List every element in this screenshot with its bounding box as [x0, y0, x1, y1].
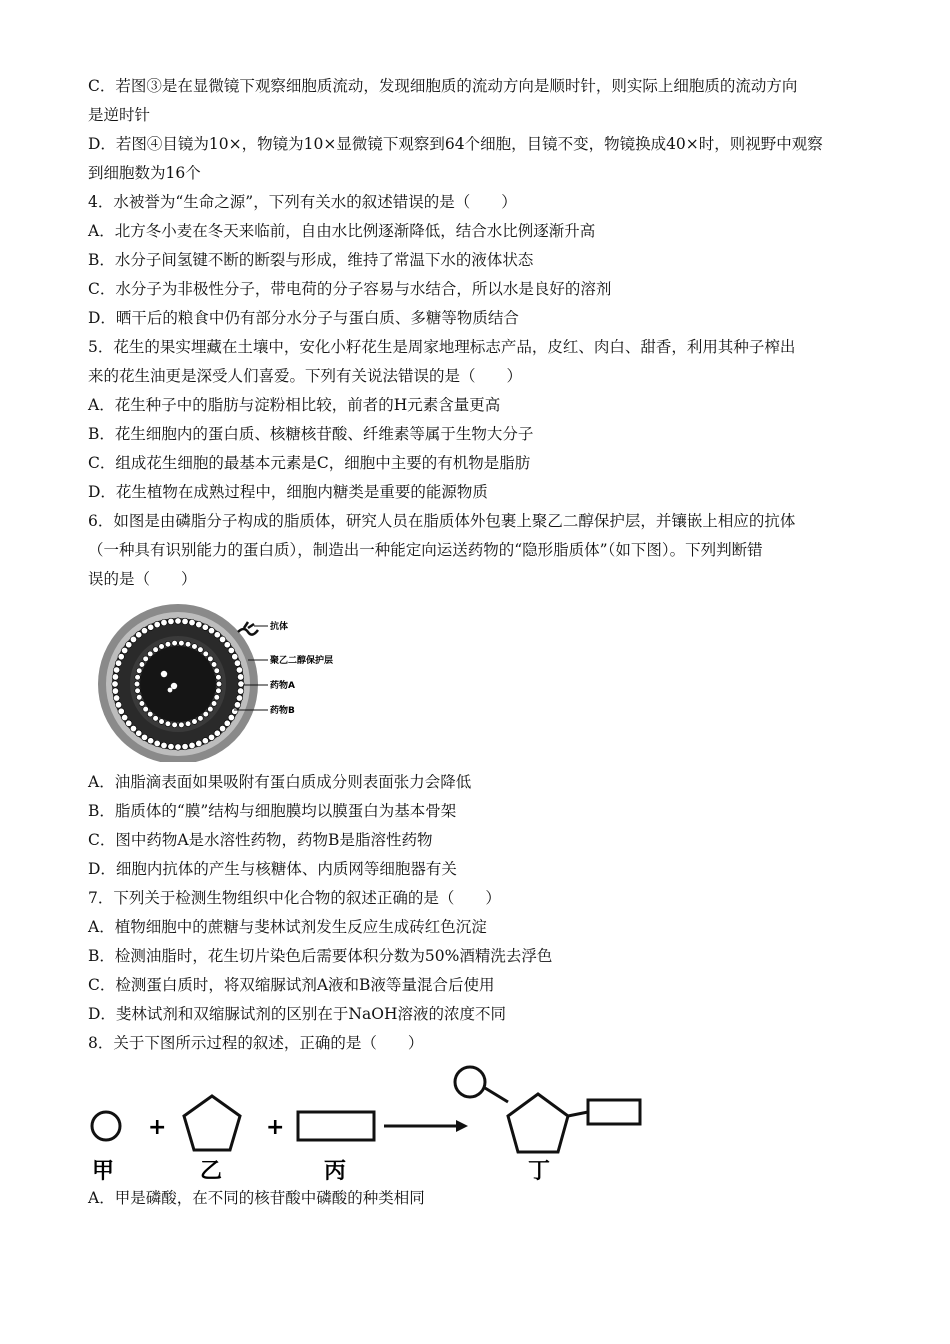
phospholipid-head — [236, 667, 242, 673]
phospholipid-head — [112, 681, 118, 687]
phospholipid-head — [182, 618, 188, 624]
exam-page — [88, 72, 878, 1213]
label-drug-a: 药物A — [270, 681, 295, 691]
phospholipid-head — [154, 621, 160, 627]
phospholipid-head — [196, 621, 202, 627]
phospholipid-head — [161, 742, 167, 748]
phospholipid-head — [135, 674, 141, 680]
phospholipid-head — [141, 734, 147, 740]
phospholipid-head — [168, 618, 174, 624]
phospholipid-head — [211, 662, 217, 668]
label-ding: 丁 — [528, 1159, 551, 1184]
phospholipid-head — [136, 668, 142, 674]
phospholipid-head — [136, 730, 142, 736]
drug-a-particle — [168, 688, 173, 693]
phospholipid-head — [139, 662, 145, 668]
base-rectangle-icon — [298, 1112, 374, 1140]
q3-option-d-line1: D．若图④目镜为10×，物镜为10×显微镜下观察到64个细胞，目镜不变，物镜换成40×时，则视野中观察 — [88, 135, 823, 153]
phospholipid-head — [202, 624, 208, 630]
label-peg-layer: 聚乙二醇保护层 — [270, 656, 334, 666]
q7-option-c: C．检测蛋白质时，将双缩脲试剂A液和B液等量混合后使用 — [88, 976, 495, 994]
q7-stem: 7．下列关于检测生物组织中化合物的叙述正确的是（ ） — [88, 889, 501, 907]
phospholipid-head — [208, 656, 214, 662]
q3-option-c-line1: C．若图③是在显微镜下观察细胞质流动，发现细胞质的流动方向是顺时针，则实际上细胞质的流动方向 — [88, 77, 798, 95]
phospholipid-head — [121, 647, 127, 653]
phospholipid-head — [115, 660, 121, 666]
phospholipid-head — [115, 702, 121, 708]
liposome-figure — [88, 602, 388, 762]
phospholipid-head — [159, 719, 165, 725]
liposome-diagram — [88, 602, 388, 762]
q7-option-d: D．斐林试剂和双缩脲试剂的区别在于NaOH溶液的浓度不同 — [88, 1005, 506, 1023]
nucleotide-bond-1 — [485, 1088, 508, 1102]
phospholipid-head — [228, 714, 234, 720]
q6-option-b: B．脂质体的“膜”结构与细胞膜均以膜蛋白为基本骨架 — [88, 802, 457, 820]
phospholipid-head — [219, 636, 225, 642]
phospholipid-head — [130, 636, 136, 642]
q8-option-a: A．甲是磷酸，在不同的核苷酸中磷酸的种类相同 — [88, 1189, 425, 1207]
phospholipid-head — [224, 720, 230, 726]
nucleotide-phosphate-icon — [455, 1067, 485, 1097]
q4-option-b: B．水分子间氢键不断的断裂与形成，维持了常温下水的液体状态 — [88, 251, 534, 269]
phospholipid-head — [175, 618, 181, 624]
phospholipid-head — [185, 721, 191, 727]
q4-option-d: D．晒干后的粮食中仍有部分水分子与蛋白质、多糖等物质结合 — [88, 309, 519, 327]
phospholipid-head — [147, 651, 153, 657]
q4-stem: 4．水被誉为“生命之源”，下列有关水的叙述错误的是（ ） — [88, 193, 517, 211]
phospholipid-head — [118, 708, 124, 714]
q5-option-b: B．花生细胞内的蛋白质、核糖核苷酸、纤维素等属于生物大分子 — [88, 425, 534, 443]
phospholipid-head — [179, 722, 185, 728]
phospholipid-head — [238, 681, 244, 687]
label-antibody: 抗体 — [270, 622, 289, 632]
phospholipid-head — [214, 632, 220, 638]
q7-option-b: B．检测油脂时，花生切片染色后需要体积分数为50%酒精洗去浮色 — [88, 947, 553, 965]
phospholipid-head — [121, 714, 127, 720]
q4-option-a: A．北方冬小麦在冬天来临前，自由水比例逐渐降低，结合水比例逐渐升高 — [88, 222, 596, 240]
phospholipid-head — [126, 642, 132, 648]
plus-sign: + — [266, 1115, 285, 1140]
q5-option-a: A．花生种子中的脂肪与淀粉相比较，前者的H元素含量更高 — [88, 396, 501, 414]
nucleotide-figure — [88, 1064, 668, 1184]
plus-sign: + — [148, 1115, 167, 1140]
phospholipid-head — [136, 695, 142, 701]
phospholipid-head — [126, 720, 132, 726]
q6-option-a: A．油脂滴表面如果吸附有蛋白质成分则表面张力会降低 — [88, 773, 472, 791]
drug-a-particle — [171, 683, 177, 689]
phospholipid-head — [168, 743, 174, 749]
drug-a-particle — [161, 671, 167, 677]
phospholipid-head — [189, 619, 195, 625]
q5-option-c: C．组成花生细胞的最基本元素是C，细胞中主要的有机物是脂肪 — [88, 454, 531, 472]
q6-option-d: D．细胞内抗体的产生与核糖体、内质网等细胞器有关 — [88, 860, 457, 878]
liposome-core — [140, 646, 216, 722]
phospholipid-head — [203, 651, 209, 657]
phospholipid-head — [179, 640, 185, 646]
phospholipid-head — [192, 644, 198, 650]
phospholipid-head — [214, 695, 220, 701]
q6-stem-line2: （一种具有识别能力的蛋白质），制造出一种能定向运送药物的“隐形脂质体”（如下图）。下列判断错 — [88, 541, 763, 559]
phospholipid-head — [139, 701, 145, 707]
phospholipid-head — [143, 706, 149, 712]
q6-stem-line3: 误的是（ ） — [88, 570, 197, 588]
phospholipid-head — [147, 738, 153, 744]
phospholipid-head — [216, 681, 222, 687]
label-drug-b: 药物B — [270, 706, 295, 716]
phospholipid-head — [135, 688, 141, 694]
phospholipid-head — [136, 632, 142, 638]
q3-option-c-line2: 是逆时针 — [88, 106, 151, 124]
phospholipid-head — [236, 695, 242, 701]
phospholipid-head — [198, 716, 204, 722]
nucleotide-pentose-icon — [508, 1094, 568, 1152]
phospholipid-head — [228, 647, 234, 653]
q6-option-c: C．图中药物A是水溶性药物，药物B是脂溶性药物 — [88, 831, 433, 849]
label-bing: 丙 — [324, 1159, 347, 1184]
phospholipid-head — [208, 627, 214, 633]
nucleotide-base-icon — [588, 1100, 640, 1124]
phospholipid-head — [189, 742, 195, 748]
q5-stem-line2: 来的花生油更是深受人们喜爱。下列有关说法错误的是（ ） — [88, 367, 523, 385]
nucleotide-diagram — [88, 1064, 668, 1184]
q7-option-a: A．植物细胞中的蔗糖与斐林试剂发生反应生成砖红色沉淀 — [88, 918, 487, 936]
phospholipid-head — [214, 668, 220, 674]
phospholipid-head — [130, 725, 136, 731]
phospholipid-head — [159, 644, 165, 650]
q5-option-d: D．花生植物在成熟过程中，细胞内糖类是重要的能源物质 — [88, 483, 488, 501]
phospholipid-head — [112, 674, 118, 680]
phospholipid-head — [211, 701, 217, 707]
phospholipid-head — [224, 642, 230, 648]
phospholipid-head — [153, 647, 159, 653]
phospholipid-head — [216, 674, 222, 680]
phospholipid-head — [165, 721, 171, 727]
phospholipid-head — [172, 722, 178, 728]
q6-stem-line1: 6．如图是由磷脂分子构成的脂质体，研究人员在脂质体外包裹上聚乙二醇保护层，并镶嵌上相应的抗体 — [88, 512, 796, 530]
phospholipid-head — [175, 744, 181, 750]
phospholipid-head — [141, 627, 147, 633]
phospholipid-head — [118, 653, 124, 659]
phospholipid-head — [232, 653, 238, 659]
phospholipid-head — [208, 706, 214, 712]
q3-option-d-line2: 到细胞数为16个 — [88, 164, 201, 182]
phospholipid-head — [112, 688, 118, 694]
pentose-pentagon-icon — [184, 1096, 240, 1150]
phospholipid-head — [113, 667, 119, 673]
antibody-icon — [238, 622, 258, 635]
label-jia: 甲 — [92, 1159, 115, 1184]
label-yi: 乙 — [200, 1159, 223, 1184]
phospholipid-head — [185, 641, 191, 647]
phospholipid-head — [134, 681, 140, 687]
phospholipid-head — [214, 730, 220, 736]
phospholipid-head — [234, 702, 240, 708]
phospholipid-head — [153, 716, 159, 722]
phospholipid-head — [198, 647, 204, 653]
phospholipid-head — [172, 640, 178, 646]
phospholipid-head — [192, 719, 198, 725]
reaction-arrow-head-icon — [456, 1120, 468, 1132]
phospholipid-head — [147, 711, 153, 717]
phospholipid-head — [154, 740, 160, 746]
phospholipid-head — [182, 743, 188, 749]
phospholipid-head — [234, 660, 240, 666]
phospholipid-head — [113, 695, 119, 701]
phospholipid-head — [161, 619, 167, 625]
phospholipid-head — [219, 725, 225, 731]
phospholipid-head — [165, 641, 171, 647]
phospholipid-head — [232, 708, 238, 714]
q4-option-c: C．水分子为非极性分子，带电荷的分子容易与水结合，所以水是良好的溶剂 — [88, 280, 612, 298]
phospholipid-head — [202, 738, 208, 744]
q8-stem: 8．关于下图所示过程的叙述，正确的是（ ） — [88, 1034, 424, 1052]
phospholipid-head — [147, 624, 153, 630]
phospholipid-head — [203, 711, 209, 717]
phosphate-circle-icon — [92, 1112, 120, 1140]
phospholipid-head — [237, 688, 243, 694]
phospholipid-head — [237, 674, 243, 680]
nucleotide-bond-2 — [568, 1112, 588, 1116]
phospholipid-head — [208, 734, 214, 740]
phospholipid-head — [216, 688, 222, 694]
phospholipid-head — [196, 740, 202, 746]
phospholipid-head — [143, 656, 149, 662]
q5-stem-line1: 5．花生的果实埋藏在土壤中，安化小籽花生是周家地理标志产品，皮红、肉白、甜香，利用其种子榨出 — [88, 338, 796, 356]
